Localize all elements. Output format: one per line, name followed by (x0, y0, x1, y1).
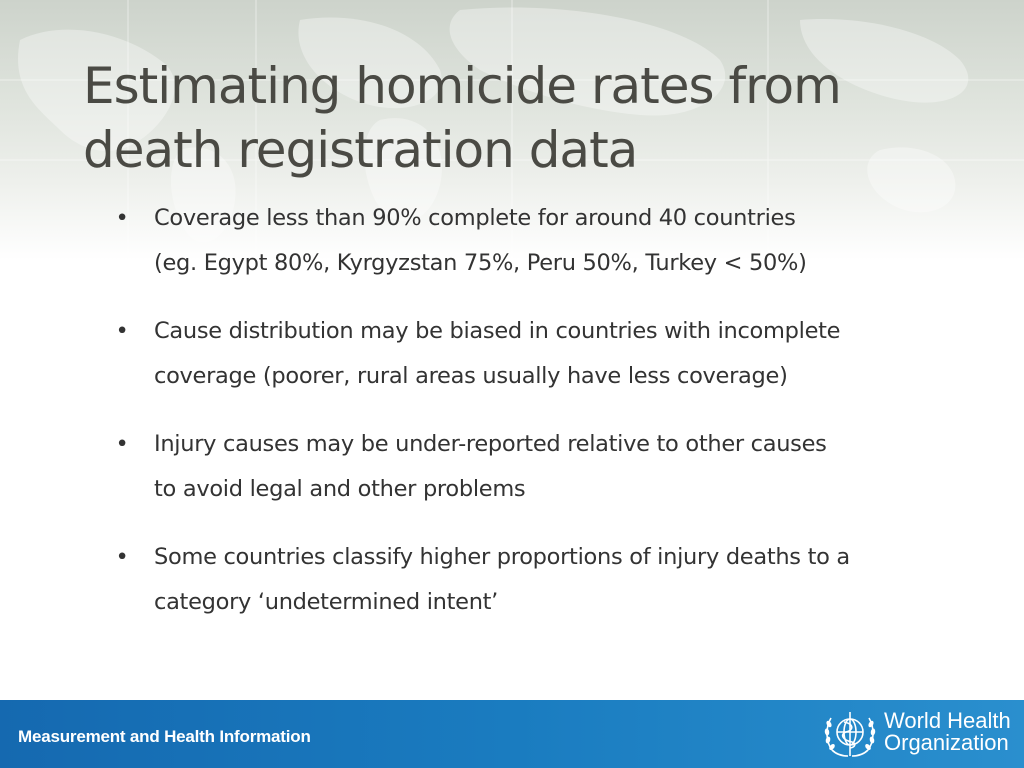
bullet-item (112, 422, 972, 512)
bullet-item (112, 535, 972, 625)
bullet-line: Some countries classify higher proportions of injury deaths to a (154, 544, 850, 570)
bullet-list (112, 196, 972, 648)
org-name-line-2: Organization (884, 730, 1009, 755)
footer-label: Measurement and Health Information (18, 727, 311, 746)
bullet-line: Cause distribution may be biased in countries with incomplete (154, 318, 841, 344)
bullet-line: Coverage less than 90% complete for around 40 countries (154, 205, 796, 231)
bullet-line: coverage (poorer, rural areas usually have less coverage) (154, 363, 788, 389)
bullet-line: to avoid legal and other problems (154, 476, 526, 502)
bullet-item (112, 196, 972, 286)
bullet-point: • (115, 544, 129, 570)
who-organization-name (884, 710, 1011, 754)
bullet-point: • (115, 205, 129, 231)
title-line-2: death registration data (83, 121, 638, 179)
who-emblem-icon (820, 706, 880, 762)
bullet-point: • (115, 431, 129, 457)
bullet-line: (eg. Egypt 80%, Kyrgyzstan 75%, Peru 50%, Turkey < 50%) (154, 250, 807, 276)
title-line-1: Estimating homicide rates from (83, 57, 841, 115)
bullet-line: category ‘undetermined intent’ (154, 589, 499, 615)
org-name-line-1: World Health (884, 708, 1011, 733)
bullet-item (112, 309, 972, 399)
bullet-line: Injury causes may be under-reported relative to other causes (154, 431, 827, 457)
slide-title (83, 54, 963, 182)
bullet-point: • (115, 318, 129, 344)
